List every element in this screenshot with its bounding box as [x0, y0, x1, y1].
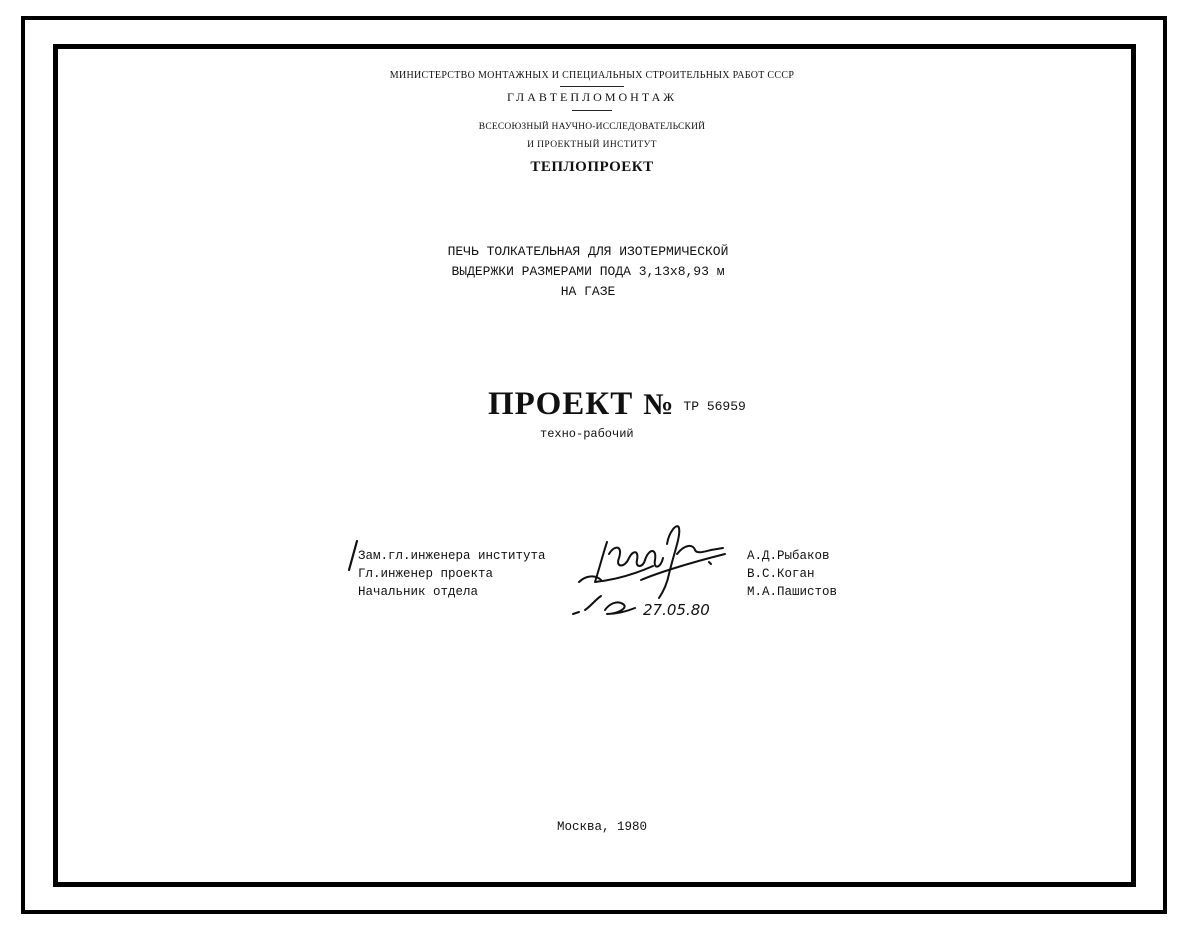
role-deputy-chief-engineer: Зам.гл.инженера института — [358, 549, 546, 563]
name-rybakov: А.Д.Рыбаков — [747, 549, 830, 563]
project-type: техно-рабочий — [540, 427, 634, 441]
name-kogan: В.С.Коган — [747, 567, 815, 581]
glavk-name: ГЛАВТЕПЛОМОНТАЖ — [507, 90, 677, 104]
subject-line-3: НА ГАЗЕ — [560, 284, 616, 299]
divider — [560, 86, 624, 87]
name-pashistov: М.А.Пашистов — [747, 585, 838, 599]
handwritten-signatures — [545, 514, 745, 629]
project-number: ТР 56959 — [683, 399, 746, 414]
role-department-head: Начальник отдела — [358, 585, 479, 599]
signatory-names — [747, 547, 837, 601]
project-heading — [488, 386, 746, 423]
ministry-name: МИНИСТЕРСТВО МОНТАЖНЫХ И СПЕЦИАЛЬНЫХ СТРОИТЕЛЬНЫХ РАБОТ СССР — [389, 70, 795, 81]
subject-line-2: ВЫДЕРЖКИ РАЗМЕРАМИ ПОДА 3,13х8,93 м — [451, 264, 725, 279]
institute-line-1: ВСЕСОЮЗНЫЙ НАУЧНО-ИССЛЕДОВАТЕЛЬСКИЙ — [478, 122, 706, 132]
signatory-roles — [358, 547, 546, 601]
institute-name: ТЕПЛОПРОЕКТ — [530, 159, 654, 175]
subject-line-1: ПЕЧЬ ТОЛКАТЕЛЬНАЯ ДЛЯ ИЗОТЕРМИЧЕСКОЙ — [447, 244, 729, 259]
signature-date: 27.05.80 — [643, 601, 710, 619]
number-sign: № — [643, 388, 674, 421]
signature-scribble — [545, 514, 745, 624]
role-chief-project-engineer: Гл.инженер проекта — [358, 567, 494, 581]
institute-line-2: И ПРОЕКТНЫЙ ИНСТИТУТ — [527, 140, 657, 150]
project-title: ПРОЕКТ — [488, 386, 634, 422]
divider — [572, 110, 612, 111]
city-year: Москва, 1980 — [556, 820, 647, 834]
